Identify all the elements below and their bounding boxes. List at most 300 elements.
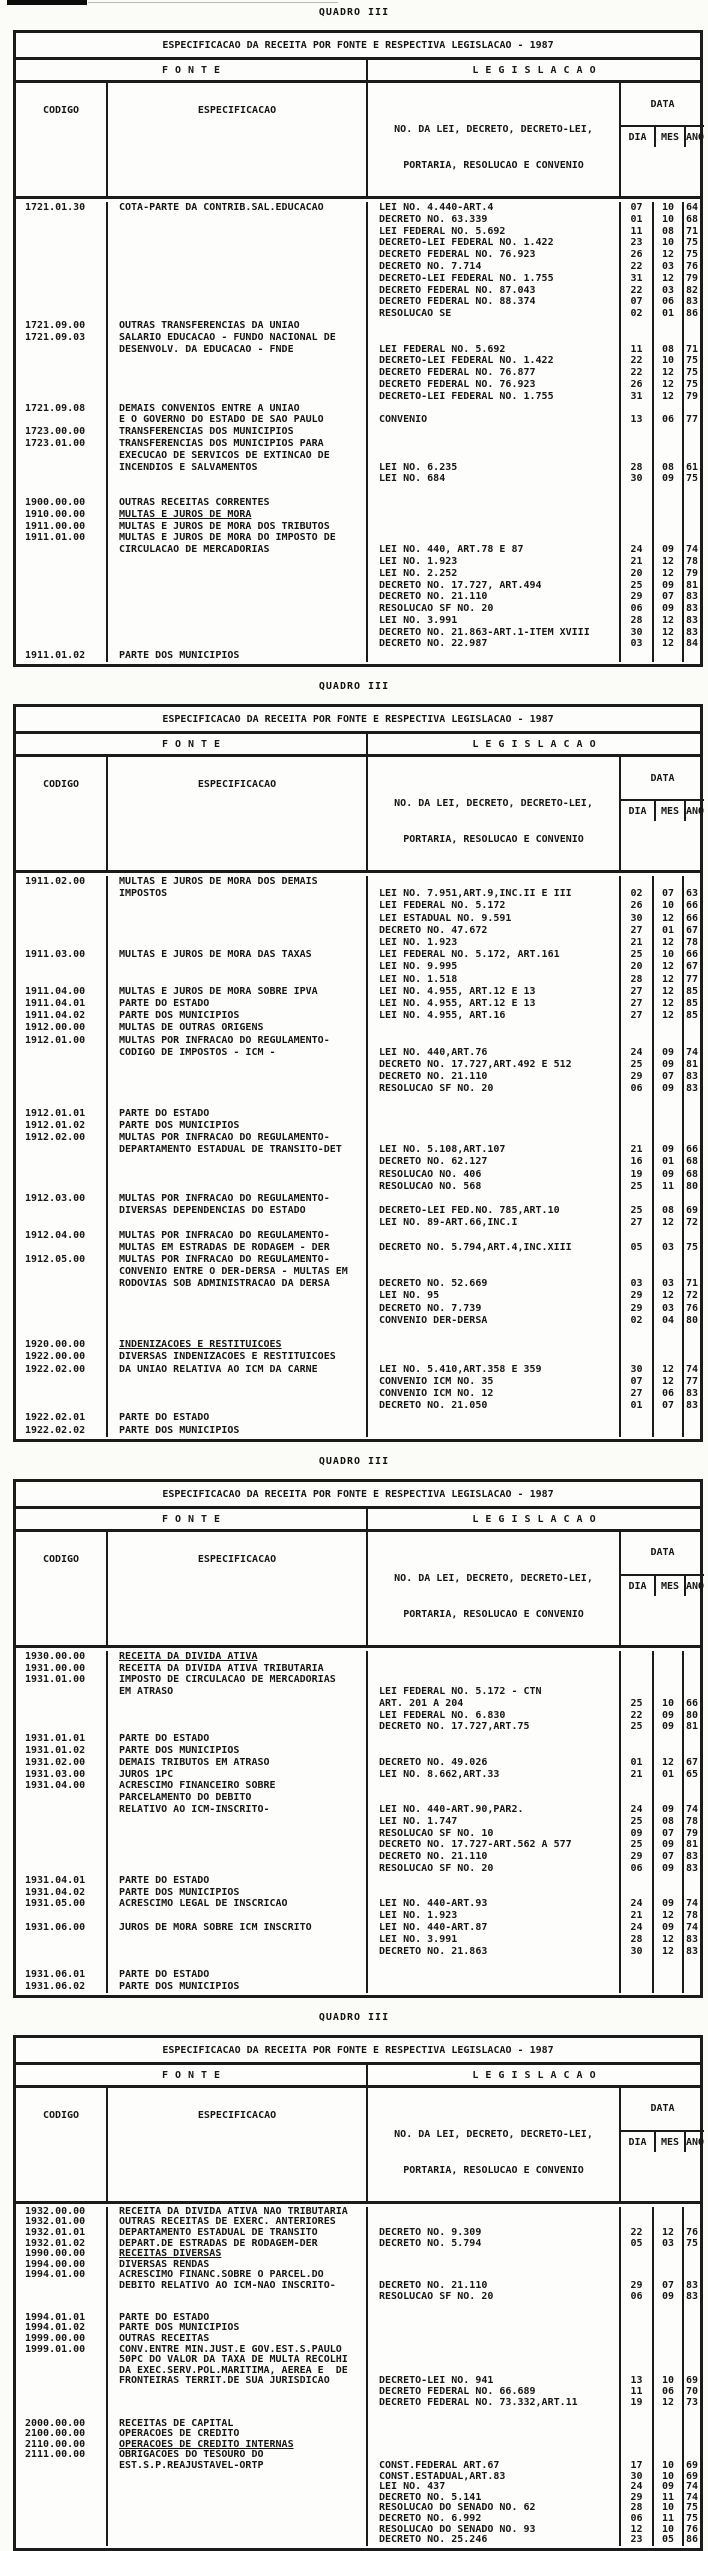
cell-d: 11	[619, 344, 652, 356]
cell-c: 1931.06.00	[25, 1922, 86, 1934]
cell-s: OUTRAS RECEITAS	[106, 2334, 366, 2345]
cell-a: 80	[682, 1710, 700, 1722]
column-header-row	[16, 757, 705, 873]
cell-s: CONV.ENTRE MIN.JUST.E GOV.EST.S.PAULO	[106, 2345, 366, 2356]
cell-d	[619, 332, 652, 344]
table-row	[16, 544, 700, 556]
cell-a: 85	[682, 998, 700, 1010]
cell-a	[682, 1651, 700, 1663]
cell-s	[106, 214, 366, 226]
cell-c	[16, 1388, 106, 1400]
cell-a: 79	[682, 568, 700, 580]
table-row	[16, 344, 700, 356]
cell-c	[16, 591, 106, 603]
cell-s: TRANSFERENCIAS DOS MUNICIPIOS	[106, 426, 366, 438]
table-row	[16, 1327, 700, 1339]
cell-c	[16, 1839, 106, 1851]
cell-m: 01	[652, 1769, 682, 1781]
cell-c	[16, 285, 106, 297]
cell-l	[366, 1957, 619, 1969]
table-row	[16, 1022, 700, 1034]
cell-c	[16, 627, 106, 639]
cell-d: 21	[619, 937, 652, 949]
cell-l: DECRETO NO. 6.992	[366, 2514, 619, 2525]
mes-column-header: MES	[654, 127, 684, 147]
cell-a	[682, 1108, 700, 1120]
cell-l	[366, 1745, 619, 1757]
cell-l	[366, 1230, 619, 1242]
table-row	[16, 2376, 700, 2387]
cell-m: 12	[652, 1910, 682, 1922]
cell-m: 10	[652, 355, 682, 367]
cell-d: 22	[619, 367, 652, 379]
lei-header-line1: NO. DA LEI, DECRETO, DECRETO-LEI,	[394, 2128, 593, 2140]
cell-m: 09	[652, 1804, 682, 1816]
cell-a: 76	[682, 261, 700, 273]
cell-a	[682, 1875, 700, 1887]
cell-l: DECRETO NO. 21.110	[366, 1851, 619, 1863]
table-row	[16, 1674, 700, 1686]
cell-m: 12	[652, 568, 682, 580]
cell-d: 23	[619, 237, 652, 249]
cell-s: EXECUCAO DE SERVICOS DE EXTINCAO DE	[106, 450, 366, 462]
cell-m	[652, 332, 682, 344]
cell-d	[619, 2440, 652, 2451]
cell-c: 1994.01.00	[25, 2269, 86, 2281]
cell-d	[619, 2323, 652, 2334]
cell-l: DECRETO-LEI FEDERAL NO. 1.422	[366, 355, 619, 367]
cell-l: RESOLUCAO SF NO. 20	[366, 603, 619, 615]
cell-s	[106, 961, 366, 973]
table-row	[16, 2355, 700, 2366]
cell-a: 80	[682, 1181, 700, 1193]
cell-a: 74	[682, 1898, 700, 1910]
table-row	[16, 568, 700, 580]
data-column-header	[619, 2088, 704, 2201]
cell-m: 08	[652, 344, 682, 356]
cell-d: 30	[619, 627, 652, 639]
cell-c: 2111.00.00	[25, 2449, 86, 2461]
lei-header-line1: NO. DA LEI, DECRETO, DECRETO-LEI,	[394, 1572, 593, 1584]
ano-column-header: ANO	[684, 1576, 704, 1596]
cell-d	[619, 2355, 652, 2366]
cell-l: RESOLUCAO SF NO. 20	[366, 1083, 619, 1095]
cell-a: 74	[682, 544, 700, 556]
cell-d: 06	[619, 2292, 652, 2303]
table-row	[16, 532, 700, 544]
table-row	[16, 1804, 700, 1816]
cell-s: MULTAS POR INFRACAO DO REGULAMENTO-	[106, 1230, 366, 1242]
cell-c: 1911.01.00	[25, 532, 86, 544]
cell-a	[682, 332, 700, 344]
cell-l: LEI NO. 4.955, ART.12 E 13	[366, 998, 619, 1010]
cell-c: 1912.01.02	[25, 1119, 86, 1131]
cell-l	[366, 1674, 619, 1686]
table-row	[16, 1278, 700, 1290]
cell-s: TRANSFERENCIAS DOS MUNICIPIOS PARA	[106, 438, 366, 450]
cell-a: 69	[682, 2376, 700, 2387]
cell-l	[366, 450, 619, 462]
table-row	[16, 1733, 700, 1745]
cell-m: 12	[652, 391, 682, 403]
cell-d: 26	[619, 249, 652, 261]
cell-c	[16, 1828, 106, 1840]
cell-d	[619, 426, 652, 438]
cell-d	[619, 1651, 652, 1663]
cell-a: 81	[682, 1839, 700, 1851]
cell-m	[652, 1108, 682, 1120]
cell-c	[16, 961, 106, 973]
cell-d: 07	[619, 296, 652, 308]
cell-s	[106, 1217, 366, 1229]
cell-c	[16, 937, 106, 949]
cell-c	[16, 615, 106, 627]
cell-l	[366, 1425, 619, 1437]
cell-d: 29	[619, 591, 652, 603]
cell-a: 72	[682, 1290, 700, 1302]
cell-a	[682, 2355, 700, 2366]
cell-c	[16, 1169, 106, 1181]
table-row	[16, 1095, 700, 1107]
cell-l: LEI NO. 5.108,ART.107	[366, 1144, 619, 1156]
cell-d	[619, 509, 652, 521]
cell-a: 79	[682, 273, 700, 285]
cell-s: PARTE DOS MUNICIPIOS	[106, 650, 366, 662]
cell-a: 83	[682, 296, 700, 308]
cell-a: 75	[682, 379, 700, 391]
cell-a	[682, 2249, 700, 2260]
cell-m: 03	[652, 261, 682, 273]
table-row	[16, 2493, 700, 2504]
cell-d: 25	[619, 580, 652, 592]
cell-c	[16, 888, 106, 900]
cell-a: 76	[682, 2228, 700, 2239]
cell-a: 76	[682, 2525, 700, 2536]
cell-s: PARTE DOS MUNICIPIOS	[106, 1745, 366, 1757]
cell-c	[16, 1083, 106, 1095]
table-row	[16, 1757, 700, 1769]
cell-l: LEI NO. 95	[366, 1290, 619, 1302]
cell-m	[652, 1733, 682, 1745]
cell-d: 24	[619, 1898, 652, 1910]
cell-m	[652, 1254, 682, 1266]
cell-a: 67	[682, 925, 700, 937]
cell-a	[682, 485, 700, 497]
cell-a	[682, 1792, 700, 1804]
cell-c	[16, 473, 106, 485]
table-row	[16, 974, 700, 986]
cell-l: DECRETO FEDERAL NO. 76.923	[366, 379, 619, 391]
cell-d: 12	[619, 2525, 652, 2536]
cell-m: 09	[652, 2482, 682, 2493]
cell-s	[106, 580, 366, 592]
cell-l	[366, 426, 619, 438]
cell-s: MULTAS POR INFRACAO DO REGULAMENTO-	[106, 1193, 366, 1205]
cell-a	[682, 2334, 700, 2345]
cell-s: ACRESCIMO FINANCEIRO SOBRE	[106, 1780, 366, 1792]
cell-d: 22	[619, 285, 652, 297]
cell-a: 81	[682, 1059, 700, 1071]
cell-c	[16, 1278, 106, 1290]
cell-d: 23	[619, 2535, 652, 2546]
cell-a: 79	[682, 391, 700, 403]
cell-s: OBRIGACOES DO TESOURO DO	[106, 2450, 366, 2461]
cell-l: DECRETO FEDERAL NO. 73.332,ART.11	[366, 2398, 619, 2409]
cell-m: 09	[652, 473, 682, 485]
fonte-header: FONTE	[161, 1513, 228, 1525]
cell-l: LEI FEDERAL NO. 5.692	[366, 226, 619, 238]
cell-c	[16, 1910, 106, 1922]
cell-s: MULTAS E JUROS DE MORA DOS TRIBUTOS	[106, 521, 366, 533]
cell-s: MULTAS E JUROS DE MORA DO IMPOSTO DE	[106, 532, 366, 544]
cell-s	[106, 1698, 366, 1710]
cell-c	[16, 2472, 106, 2483]
cell-l: LEI NO. 3.991	[366, 1934, 619, 1946]
cell-l: LEI NO. 1.923	[366, 1910, 619, 1922]
cell-s	[106, 2292, 366, 2303]
table-row	[16, 473, 700, 485]
cell-d	[619, 1663, 652, 1675]
quadro-section	[0, 1998, 708, 2551]
cell-s: CONVENIO ENTRE O DER-DERSA - MULTAS EM	[106, 1266, 366, 1278]
cell-s	[106, 355, 366, 367]
cell-l	[366, 2323, 619, 2334]
cell-m: 03	[652, 1278, 682, 1290]
cell-s	[106, 591, 366, 603]
cell-d: 19	[619, 1169, 652, 1181]
cell-m	[652, 2450, 682, 2461]
especificacao-column-header: ESPECIFICACAO	[106, 2088, 366, 2201]
cell-s	[106, 391, 366, 403]
cell-m	[652, 1412, 682, 1424]
cell-c: 1912.01.00	[25, 1034, 86, 1046]
cell-l	[366, 2302, 619, 2313]
cell-s: DESENVOLV. DA EDUCACAO - FNDE	[106, 344, 366, 356]
table-row	[16, 1863, 700, 1875]
cell-a: 81	[682, 1721, 700, 1733]
cell-l	[366, 1132, 619, 1144]
cell-a: 74	[682, 2482, 700, 2493]
cell-s: PARTE DO ESTADO	[106, 1108, 366, 1120]
cell-d	[619, 1792, 652, 1804]
cell-d: 28	[619, 974, 652, 986]
table-row	[16, 1193, 700, 1205]
cell-s: PARTE DOS MUNICIPIOS	[106, 2323, 366, 2334]
codigo-column-header: CODIGO	[42, 1553, 80, 1565]
cell-s	[106, 2493, 366, 2504]
cell-d: 21	[619, 1910, 652, 1922]
cell-c: 1912.04.00	[25, 1229, 86, 1241]
table-row	[16, 1339, 700, 1351]
cell-l: DECRETO NO. 7.739	[366, 1303, 619, 1315]
cell-s	[106, 603, 366, 615]
cell-m: 11	[652, 1181, 682, 1193]
table-row	[16, 580, 700, 592]
cell-c: 1922.02.00	[25, 1363, 86, 1375]
cell-c	[16, 226, 106, 238]
cell-m: 10	[652, 2376, 682, 2387]
table-row	[16, 2408, 700, 2419]
cell-m: 03	[652, 2239, 682, 2250]
cell-a: 67	[682, 961, 700, 973]
cell-m	[652, 2355, 682, 2366]
cell-l: CONVENIO ICM NO. 12	[366, 1388, 619, 1400]
cell-m: 12	[652, 273, 682, 285]
cell-l	[366, 2440, 619, 2451]
table-body	[16, 199, 700, 664]
cell-l: LEI NO. 440-ART.93	[366, 1898, 619, 1910]
column-header-row	[16, 1532, 705, 1648]
cell-s	[106, 1957, 366, 1969]
cell-l: RESOLUCAO DO SENADO NO. 62	[366, 2503, 619, 2514]
table-row	[16, 913, 700, 925]
cell-c	[16, 1816, 106, 1828]
cell-d: 11	[619, 226, 652, 238]
cell-c: 1932.01.00	[25, 2216, 86, 2228]
cell-a: 75	[682, 2239, 700, 2250]
cell-s	[106, 615, 366, 627]
table-row	[16, 1059, 700, 1071]
cell-a: 78	[682, 937, 700, 949]
cell-l: DECRETO NO. 9.309	[366, 2228, 619, 2239]
fonte-header: FONTE	[161, 739, 228, 751]
cell-s	[106, 2514, 366, 2525]
codigo-column-header: CODIGO	[42, 105, 80, 116]
cell-l	[366, 2313, 619, 2324]
cell-s: PARTE DO ESTADO	[106, 998, 366, 1010]
cell-s: COTA-PARTE DA CONTRIB.SAL.EDUCACAO	[106, 202, 366, 214]
table-row	[16, 249, 700, 261]
cell-c	[16, 900, 106, 912]
cell-d: 27	[619, 1388, 652, 1400]
cell-a	[682, 876, 700, 888]
cell-c: 1999.01.00	[25, 2343, 86, 2355]
cell-a	[682, 650, 700, 662]
cell-c	[16, 925, 106, 937]
cell-m: 09	[652, 1710, 682, 1722]
cell-a	[682, 1193, 700, 1205]
cell-l: LEI NO. 440,ART.76	[366, 1047, 619, 1059]
cell-d	[619, 2408, 652, 2419]
table-row	[16, 1132, 700, 1144]
cell-s	[106, 1816, 366, 1828]
cell-s	[106, 1083, 366, 1095]
cell-a	[682, 1981, 700, 1993]
table-row	[16, 925, 700, 937]
cell-d: 30	[619, 473, 652, 485]
table-row	[16, 226, 700, 238]
cell-m: 12	[652, 2398, 682, 2409]
cell-m: 12	[652, 1376, 682, 1388]
cell-c	[16, 1156, 106, 1168]
cell-s	[106, 1910, 366, 1922]
cell-m: 09	[652, 1083, 682, 1095]
cell-d: 27	[619, 1217, 652, 1229]
cell-l: DECRETO NO. 62.127	[366, 1156, 619, 1168]
cell-s: DIVERSAS RENDAS	[106, 2260, 366, 2271]
cell-m: 03	[652, 1303, 682, 1315]
table-row	[16, 1181, 700, 1193]
codigo-column-header: CODIGO	[42, 2109, 80, 2121]
cell-c: 1723.00.00	[25, 426, 86, 438]
cell-c: 1994.01.02	[25, 2322, 86, 2334]
table-row	[16, 1934, 700, 1946]
table-row	[16, 888, 700, 900]
dia-mes-ano-row	[621, 799, 704, 821]
cell-m: 12	[652, 249, 682, 261]
cell-l: DECRETO FEDERAL NO. 88.374	[366, 296, 619, 308]
cell-l: CONST.ESTADUAL,ART.83	[366, 2472, 619, 2483]
cell-c	[16, 1059, 106, 1071]
table-row	[16, 285, 700, 297]
cell-c	[16, 1242, 106, 1254]
cell-a: 68	[682, 1156, 700, 1168]
table-row	[16, 296, 700, 308]
cell-m	[652, 1792, 682, 1804]
cell-l: LEI NO. 1.747	[366, 1816, 619, 1828]
cell-a	[682, 2429, 700, 2440]
cell-c: 1931.04.00	[25, 1780, 86, 1792]
data-header-label: DATA	[650, 2103, 675, 2115]
cell-m	[652, 2440, 682, 2451]
table-title: ESPECIFICACAO DA RECEITA POR FONTE E RESPECTIVA LEGISLACAO - 1987	[16, 707, 700, 734]
table-row	[16, 1875, 700, 1887]
cell-l: LEI NO. 9.995	[366, 961, 619, 973]
cell-d: 29	[619, 2281, 652, 2292]
cell-c	[16, 1303, 106, 1315]
cell-m	[652, 1327, 682, 1339]
cell-m: 01	[652, 925, 682, 937]
table-row	[16, 949, 700, 961]
cell-l: RESOLUCAO NO. 568	[366, 1181, 619, 1193]
cell-m: 09	[652, 603, 682, 615]
cell-d: 28	[619, 615, 652, 627]
column-header-row	[16, 83, 705, 199]
cell-d: 01	[619, 1757, 652, 1769]
cell-m	[652, 1887, 682, 1899]
cell-d: 25	[619, 949, 652, 961]
cell-l: DECRETO FEDERAL NO. 87.043	[366, 285, 619, 297]
cell-s: MULTAS POR INFRACAO DO REGULAMENTO-	[106, 1254, 366, 1266]
table-row	[16, 998, 700, 1010]
cell-l: RESOLUCAO SF NO. 10	[366, 1828, 619, 1840]
cell-s: DEPART.DE ESTRADAS DE RODAGEM-DER	[106, 2239, 366, 2250]
cell-d: 21	[619, 1144, 652, 1156]
cell-s: FRONTEIRAS TERRIT.DE SUA JURISDICAO	[106, 2376, 366, 2387]
cell-c: 1931.05.00	[25, 1898, 86, 1910]
cell-d: 24	[619, 1804, 652, 1816]
cell-c	[16, 1181, 106, 1193]
cell-d: 30	[619, 1364, 652, 1376]
cell-m	[652, 2334, 682, 2345]
cell-a	[682, 2302, 700, 2313]
cell-a: 83	[682, 627, 700, 639]
table-row	[16, 1887, 700, 1899]
cell-m: 04	[652, 1315, 682, 1327]
table-row	[16, 367, 700, 379]
cell-m: 12	[652, 974, 682, 986]
cell-l	[366, 2450, 619, 2461]
cell-s	[106, 1721, 366, 1733]
cell-m: 01	[652, 1156, 682, 1168]
quadro-label: QUADRO III	[318, 1455, 390, 1467]
cell-s	[106, 1934, 366, 1946]
cell-a: 83	[682, 1934, 700, 1946]
cell-m	[652, 2345, 682, 2356]
cell-a	[682, 1022, 700, 1034]
cell-a: 68	[682, 1169, 700, 1181]
cell-m: 12	[652, 913, 682, 925]
